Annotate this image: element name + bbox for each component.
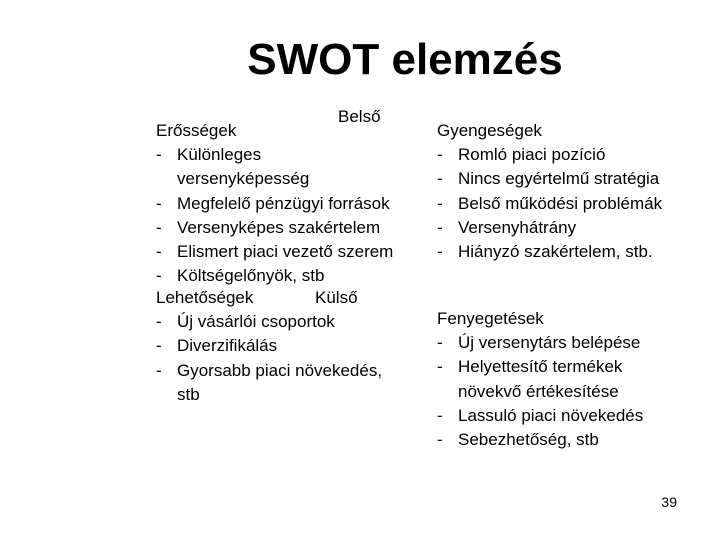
- bullet-dash: -: [156, 266, 162, 286]
- bullet-dash: -: [156, 312, 162, 332]
- list-item-text: Versenyhátrány: [458, 217, 577, 237]
- list-item-text: Belső működési problémák: [458, 193, 663, 213]
- bullet-dash: -: [156, 193, 162, 213]
- list-item: [437, 331, 707, 355]
- list-item-text: Lassuló piaci növekedés: [458, 405, 644, 425]
- internal-label: Belső: [338, 107, 381, 126]
- list-item-text: Romló piaci pozíció: [458, 145, 606, 165]
- strengths-section: [156, 119, 416, 288]
- threats-list: [437, 331, 707, 452]
- list-item-text: Diverzifikálás: [177, 336, 278, 356]
- bullet-dash: -: [437, 193, 443, 213]
- list-item-text: Gyorsabb piaci növekedés, stb: [177, 360, 383, 404]
- list-item-text: Versenyképes szakértelem: [177, 217, 381, 237]
- list-item: [437, 428, 707, 452]
- bullet-dash: -: [156, 360, 162, 380]
- weaknesses-list: [437, 143, 707, 264]
- list-item-text: Elismert piaci vezető szerem: [177, 242, 394, 262]
- bullet-dash: -: [437, 217, 443, 237]
- opportunities-section: [156, 286, 416, 407]
- list-item: [156, 264, 416, 288]
- list-item-text: Különleges versenyképesség: [177, 145, 310, 189]
- list-item: [156, 334, 416, 358]
- list-item: [437, 240, 707, 264]
- list-item: [437, 143, 707, 167]
- list-item-text: Megfelelő pénzügyi források: [177, 193, 390, 213]
- list-item-text: Nincs egyértelmű stratégia: [458, 169, 660, 189]
- strengths-list: [156, 143, 416, 288]
- bullet-dash: -: [437, 405, 443, 425]
- bullet-dash: -: [156, 217, 162, 237]
- bullet-dash: -: [156, 336, 162, 356]
- list-item-text: Hiányzó szakértelem, stb.: [458, 242, 653, 262]
- slide-title: SWOT elemzés: [247, 35, 563, 84]
- opportunities-list: [156, 310, 416, 407]
- weaknesses-section: [437, 119, 707, 264]
- list-item: [156, 143, 337, 191]
- weaknesses-heading: Gyengeségek: [437, 121, 542, 140]
- list-item: [156, 192, 416, 216]
- strengths-heading: Erősségek: [156, 121, 237, 140]
- threats-section: [437, 307, 707, 452]
- external-label: Külső: [315, 288, 358, 307]
- list-item: [437, 192, 707, 216]
- bullet-dash: -: [437, 430, 443, 450]
- list-item: [437, 167, 707, 191]
- list-item: [437, 404, 707, 428]
- list-item: [156, 240, 416, 264]
- bullet-dash: -: [437, 357, 443, 377]
- list-item-text: Helyettesítő termékek növekvő értékesítése: [458, 357, 623, 401]
- list-item: [156, 310, 416, 334]
- list-item: [156, 359, 407, 407]
- bullet-dash: -: [437, 169, 443, 189]
- list-item: [156, 216, 416, 240]
- bullet-dash: -: [156, 145, 162, 165]
- list-item-text: Új vásárlói csoportok: [177, 312, 335, 332]
- bullet-dash: -: [437, 145, 443, 165]
- page-number: 39: [661, 494, 677, 510]
- list-item-text: Költségelőnyök, stb: [177, 266, 325, 286]
- threats-heading: Fenyegetések: [437, 309, 544, 328]
- list-item: [437, 216, 707, 240]
- list-item-text: Sebezhetőség, stb: [458, 430, 599, 450]
- bullet-dash: -: [437, 333, 443, 353]
- bullet-dash: -: [156, 242, 162, 262]
- opportunities-heading: Lehetőségek: [156, 288, 254, 307]
- list-item: [437, 355, 678, 403]
- bullet-dash: -: [437, 242, 443, 262]
- list-item-text: Új versenytárs belépése: [458, 333, 641, 353]
